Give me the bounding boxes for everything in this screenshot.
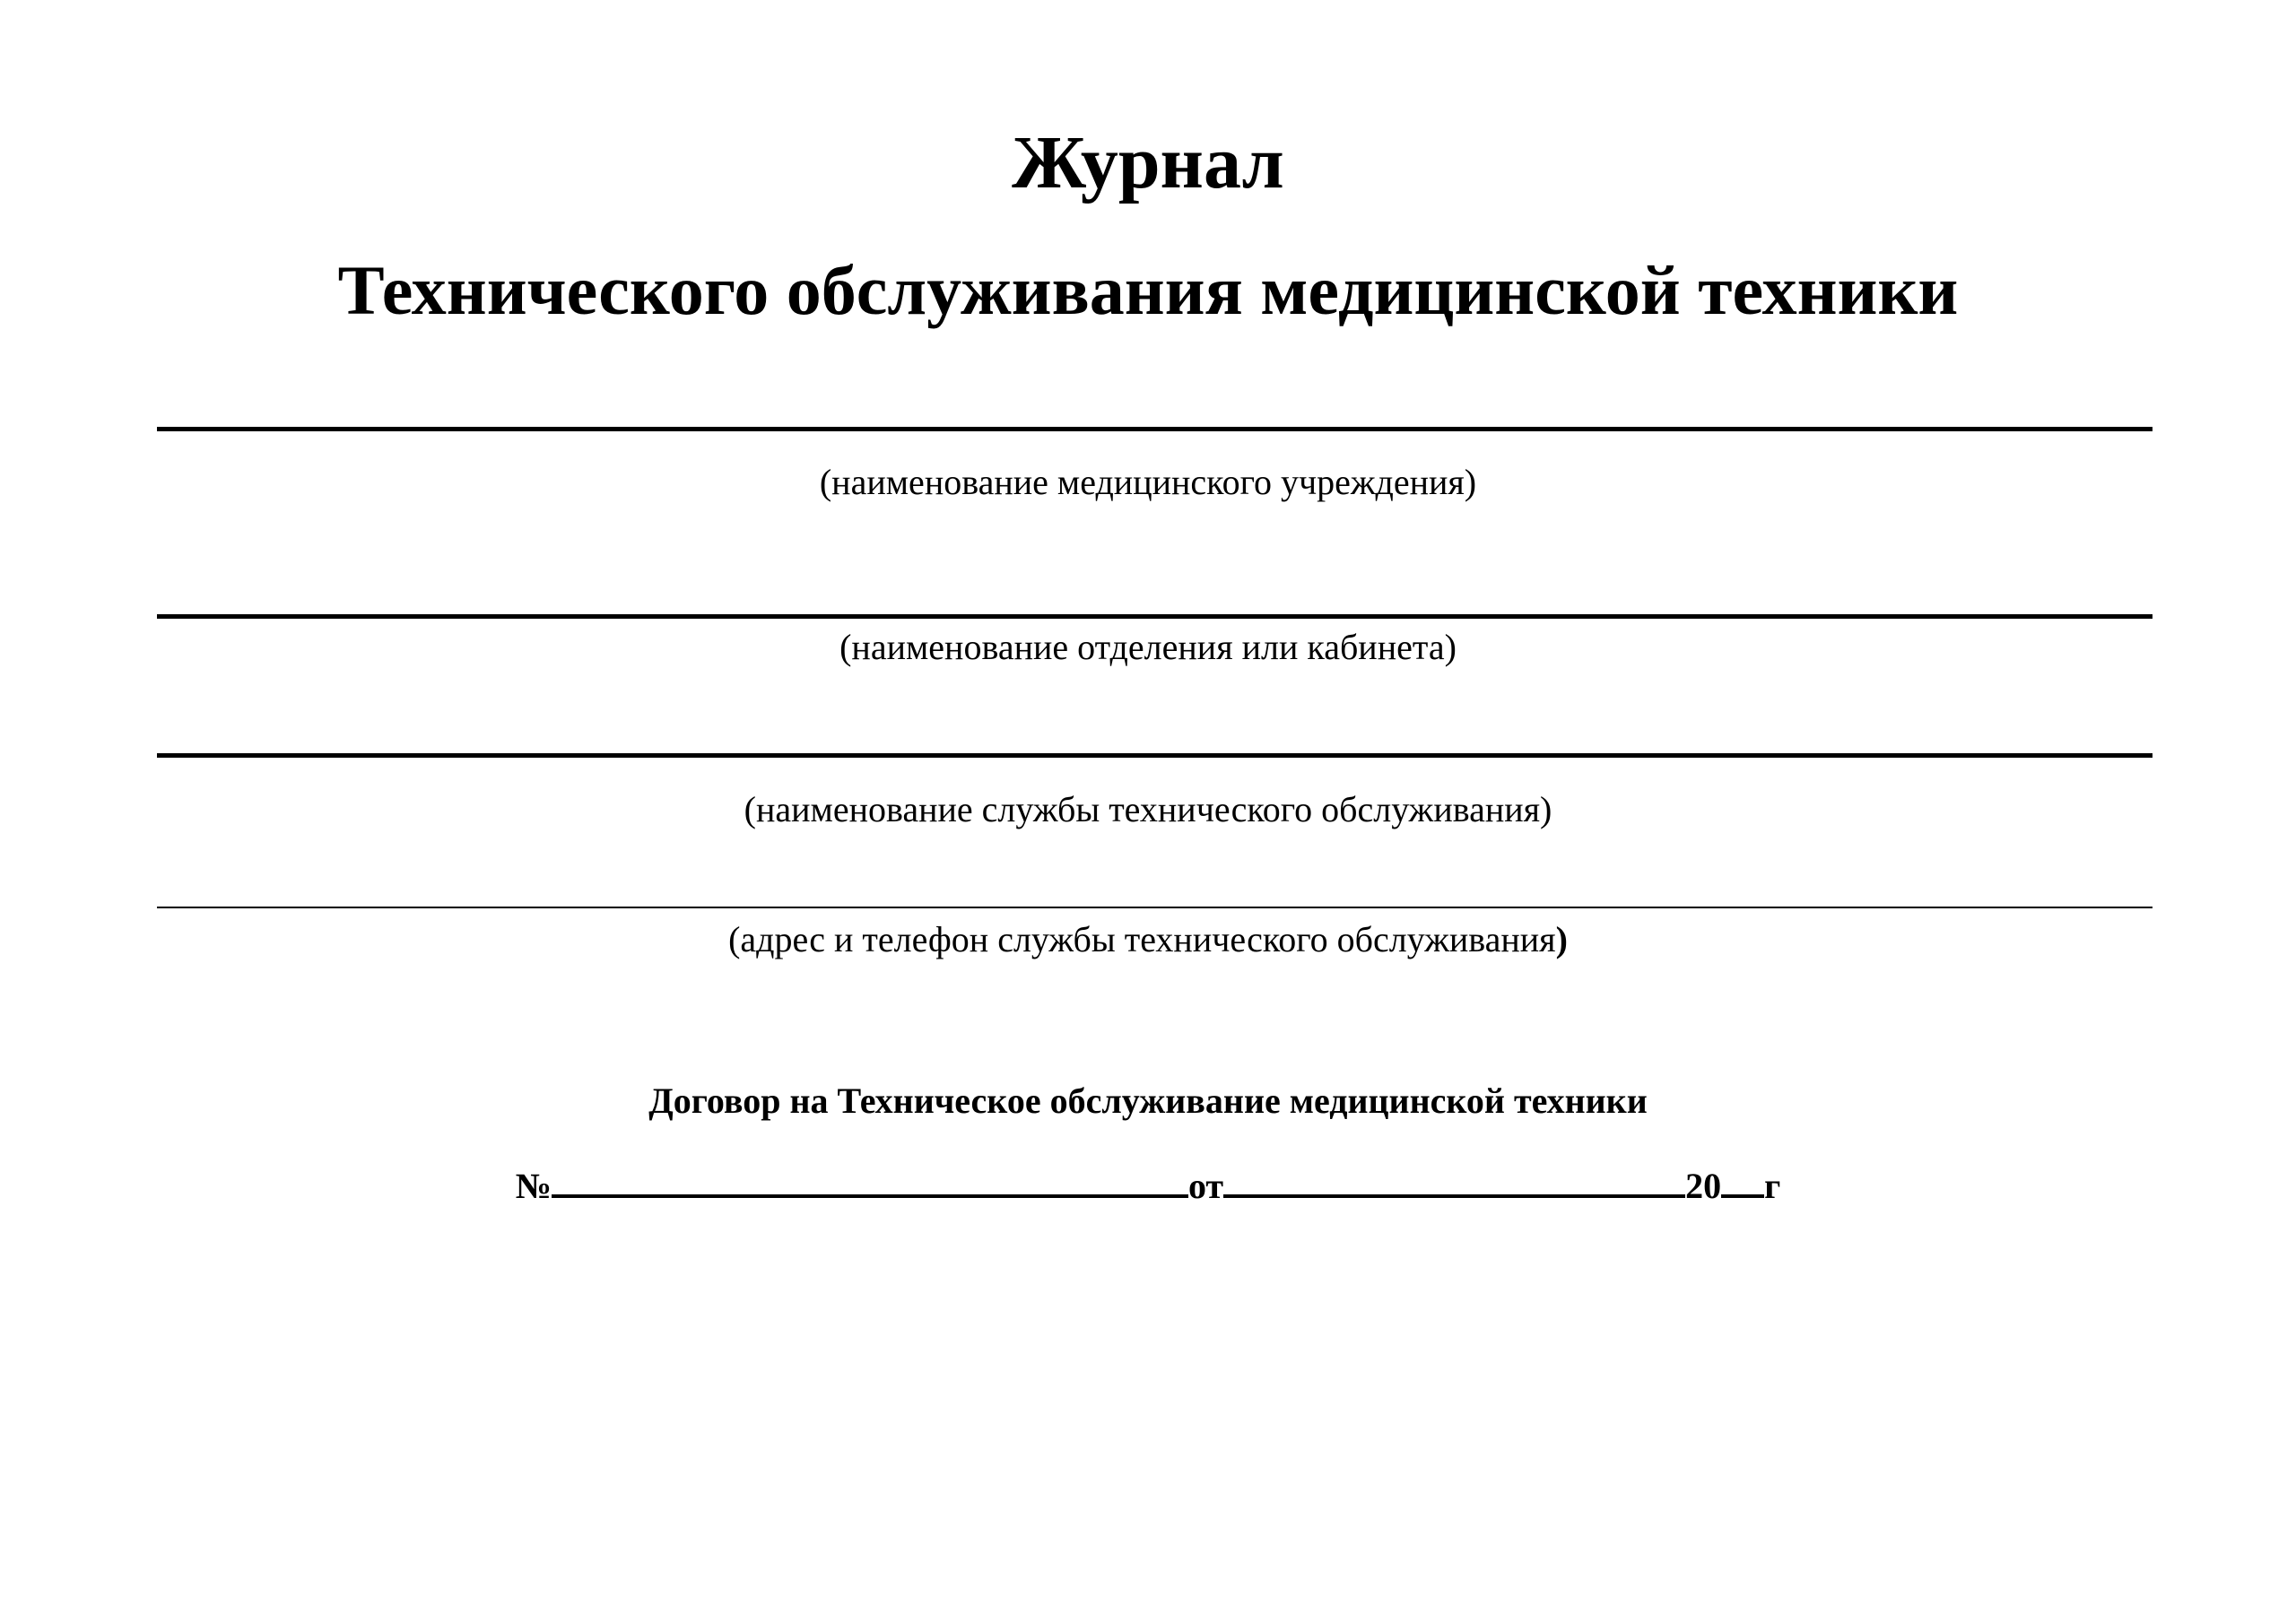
service-field-line[interactable]	[157, 753, 2152, 758]
number-sign: №	[515, 1166, 552, 1206]
department-field-line[interactable]	[157, 614, 2152, 619]
institution-caption: (наименование медицинского учреждения)	[819, 462, 1477, 502]
from-label: от	[1187, 1166, 1224, 1206]
address-field-line[interactable]	[157, 907, 2152, 908]
contract-title: Договор на Техническое обслуживание медицинской техники	[648, 1081, 1648, 1121]
journal-title: Журнал	[1012, 121, 1284, 204]
service-caption: (наименование службы технического обслуживания)	[744, 789, 1552, 829]
contract-date-blank[interactable]	[1223, 1160, 1685, 1198]
address-caption	[0, 919, 2296, 959]
contract-details-line	[0, 1160, 2296, 1204]
address-caption-text: (адрес и телефон службы технического обслуживания	[728, 919, 1556, 959]
year-suffix: г	[1764, 1166, 1781, 1206]
department-caption: (наименование отделения или кабинета)	[839, 627, 1457, 667]
journal-subtitle: Технического обслуживания медицинской техники	[337, 251, 1959, 329]
institution-field-line[interactable]	[157, 427, 2152, 431]
year-prefix: 20	[1685, 1166, 1722, 1206]
contract-number-blank[interactable]	[552, 1160, 1188, 1198]
address-caption-end: )	[1555, 919, 1568, 959]
contract-year-blank[interactable]	[1721, 1160, 1764, 1198]
